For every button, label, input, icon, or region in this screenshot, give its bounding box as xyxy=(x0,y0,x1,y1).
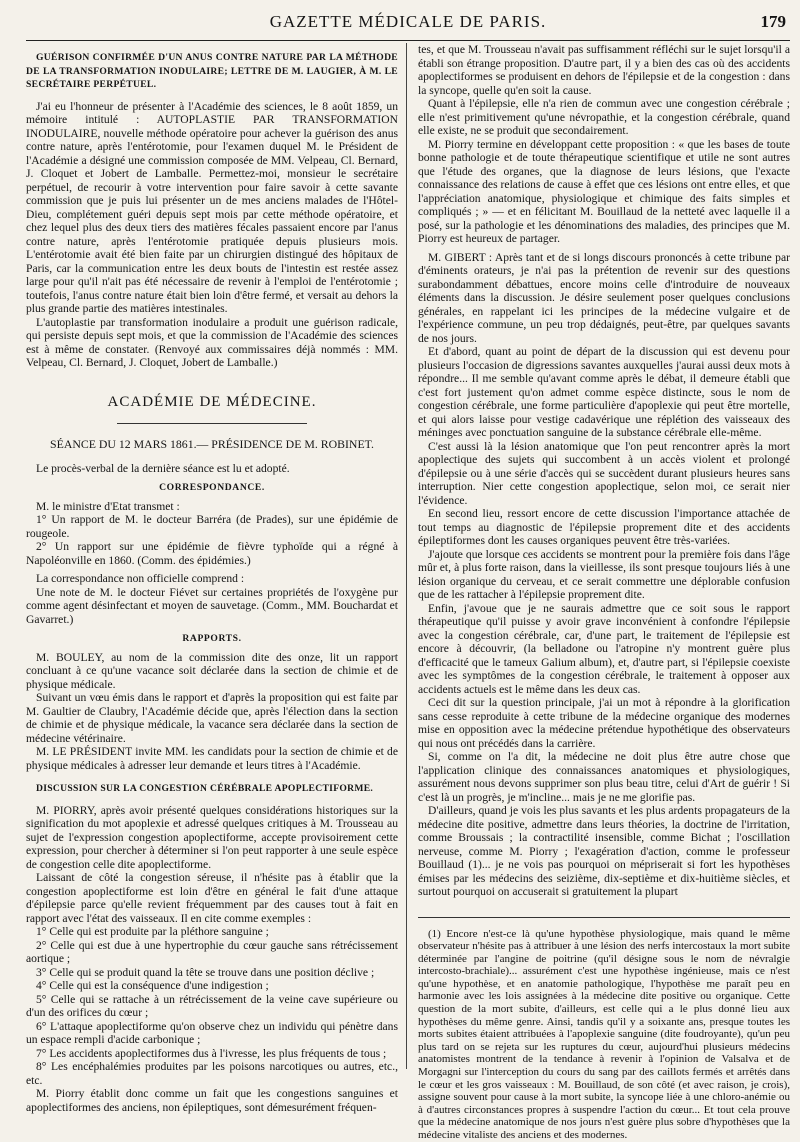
paragraph: M. GIBERT : Après tant et de si longs discours prononcés à cette tribune par d'éminents orateurs, je n'ai pas la prétention de revenir sur des questions surabondamment débattues, encore moins celle d'introduire de nouveaux éléments dans la discussion. Je désire seulement poser quelques conclusions générales, en rappelant ici les principes de la médecine vulgaire et de l'expérience commune, un peu trop dédaignés, peut-être, par quelques savants de nos jours. xyxy=(418,250,790,345)
paragraph: L'autoplastie par transformation inodulaire a produit une guérison radicale, qui persiste depuis sept mois, et que la commission de l'Académie des sciences est à même de constater. (Renvoyé aux commissaires déjà nommés : MM. Velpeau, Cl. Bernard, J. Cloquet, Jobert de Lamballe.) xyxy=(26,315,398,369)
footnote-rule xyxy=(418,917,790,918)
paragraph: 1° Un rapport de M. le docteur Barréra (de Prades), sur une épidémie de rougeole. xyxy=(26,513,398,540)
list-item: 3° Celle qui se produit quand la tête se trouve dans une position déclive ; xyxy=(36,965,375,979)
page-header xyxy=(26,0,790,41)
right-column xyxy=(418,43,790,1141)
list-item: 6° L'attaque apoplectiforme qu'on observe chez un individu qui pénètre dans un espace rempli d'acide carbonique ; xyxy=(26,1019,398,1046)
list-item: 4° Celle qui est la conséquence d'une indigestion ; xyxy=(36,979,269,992)
left-column xyxy=(26,43,398,1114)
section-title: ACADÉMIE DE MÉDECINE. xyxy=(107,393,317,410)
session-heading: SÉANCE DU 12 MARS 1861.— PRÉSIDENCE DE M. ROBINET. xyxy=(50,437,374,451)
paragraph: Ceci dit sur la question principale, j'ai un mot à répondre à la glorification sans cesse reproduite à cette tribune de la médecine organique des modernes mise en opposition avec la médecine prétendue hypothétique des observateurs qui nous ont précédés dans la carrière. xyxy=(418,696,790,750)
list-item: 7° Les accidents apoplectiformes dus à l'ivresse, les plus fréquents de tous ; xyxy=(36,1046,387,1060)
page-number: 179 xyxy=(760,12,786,31)
paragraph: J'ai eu l'honneur de présenter à l'Académie des sciences, le 8 août 1859, un mémoire intitulé : AUTOPLASTIE PAR TRANSFORMATION INODULAIRE, nouvelle méthode opératoire pour achever la guérison des anus contre nature, après l'entérotomie, pour l'examen duquel M. le Président de l'Académie a désigné une commission composée de MM. Velpeau, Cl. Bernard, J. Cloquet et Jobert de Lamballe. Permettez-moi, monsieur le secrétaire perpétuel, de recourir à votre intervention pour faire savoir à cette savante commission que je puis lui présenter un de mes anciens malades de l'Hôtel-Dieu, complétement guéri depuis sept mois par cette méthode opératoire, et chez lequel plus des deux tiers des matières fécales passaient encore par l'anus contre nature, après l'entérotomie pratiquée depuis plusieurs mois. L'entérotomie avait été bien faite par un chirurgien distingué des hôpitaux de Paris, car la communication entre les deux bouts de l'intestin est restée assez large pour qu'il n'ait pas été nécessaire de revenir à l'emploi de l'entérotomie ; toutefois, l'anus contre nature était bien loin d'être fermé, et versait au dehors la plus grande partie des matières intestinales. xyxy=(26,99,398,315)
list-item: 5° Celle qui se rattache à un rétrécissement de la veine cave supérieure ou d'un des orifices du cœur ; xyxy=(26,992,398,1019)
column-divider xyxy=(406,43,407,1069)
section-rule xyxy=(117,423,307,424)
paragraph: Suivant un vœu émis dans le rapport et d'après la proposition qui est faite par M. Gaultier de Claubry, l'Académie décide que, après l'élection dans la section de chimie et de physique médicale, la vacance sera déclarée dans la section de médecine vétérinaire. xyxy=(26,691,398,745)
list-item: 1° Celle qui est produite par la pléthore sanguine ; xyxy=(36,925,269,938)
paragraph: D'ailleurs, quand je vois les plus savants et les plus ardents propagateurs de la médecine dite positive, admettre dans leurs théories, la doctrine de l'irritation, comme Broussais ; la contractilité insensible, comme Bichat ; l'oscillation nerveuse, comme M. Piorry ; l'exagération d'action, comme le professeur Bouillaud (1)... je ne vois pas pourquoi on mépriserait si fort les hypothèses émises par les médecins des seizième, dix-septième et dix-huitième siècles, et surtout pourquoi on accuserait si gratuitement la plupart xyxy=(418,804,790,898)
paragraph: Si, comme on l'a dit, la médecine ne doit plus être autre chose que l'application clinique des connaissances anatomiques et physiologiques, assurément nous devons supprimer son plus beau titre, celui d'Art de guérir ! Si c'est là un progrès, je m'incline... mais je ne me glorifie pas. xyxy=(418,750,790,804)
paragraph: 2° Un rapport sur une épidémie de fièvre typhoïde qui a régné à Napoléonville en 1860. (Comm. des épidémies.) xyxy=(26,540,398,567)
paragraph: M. LE PRÉSIDENT invite MM. les candidats pour la section de chimie et de physique médicales à adresser leur demande et leurs titres à l'Académie. xyxy=(26,745,398,772)
paragraph: Le procès-verbal de la dernière séance est lu et adopté. xyxy=(36,461,290,475)
paragraph: M. Piorry établit donc comme un fait que les congestions sanguines et apoplectiformes des anciens, non épileptiques, sont démesurément fréquen- xyxy=(26,1087,398,1114)
paragraph: Quant à l'épilepsie, elle n'a rien de commun avec une congestion cérébrale ; elle n'est primitivement qu'une névropathie, et la congestion cérébrale, quand elle existe, ne se produit que secondairement. xyxy=(418,97,790,137)
paragraph: Et d'abord, quant au point de départ de la discussion qui est devenu pour plusieurs l'occasion de digressions savantes auxquelles j'aurai aussi deux mots à répondre... Il me semble qu'avant comme après le débat, il demeure établi que c'est fort justement qu'on admet comme espèce distincte, sous le nom de congestion cérébrale, une forme particulière d'apoplexie qui peut être mortelle, et qui alors laisse pour vestige cadavérique une réplétion des vaisseaux des méninges avec ponctuation sanguine de la substance cérébrale elle-même. xyxy=(418,345,790,439)
footnote-text: (1) Encore n'est-ce là qu'une hypothèse physiologique, mais quand le même observateur n'hésite pas à attribuer à une lésion des nerfs intercostaux la mort subite déterminée par l'angine de poitrine (qu'il désigne sous le nom de névralgie intercosto-brachiale)... assurément c'est une hypothèse ingénieuse, mais ce n'est qu'une hypothèse, et en anatomie pathologique, l'hypothèse me paraît peu en harmonie avec les lois assignées à la médecine dite positive ou organique. Cette question de la mort subite, d'ailleurs, est celle qui a le plus donné lieu aux hypothèses du même genre. Ainsi, tandis qu'il y a soixante ans, presque toutes les morts subites étaient attribuées à l'apoplexie sanguine (dite foudroyante), qu'un peu plus tard on se rejeta sur les ruptures du cœur, aujourd'hui plusieurs médecins anatomistes montrent de la tendance à revenir à l'opinion de Valsalva et de Morgagni sur l'interception du cours du sang par des caillots fermés et arrêtés dans le cœur et les gros vaisseaux : M. Bouillaud, de son côté (et avec raison, je crois), assigne souvent pour cause à la mort subite, la syncope liée à une chloro-anémie ou à d'autres circonstances propres à suspendre l'action du cœur... Et tout cela prouve que la médecine anatomique de nos jours n'est guère plus sobre d'hypothèses que la médecine vitaliste des anciens et des modernes. xyxy=(418,927,790,1141)
two-column-body xyxy=(26,43,790,1141)
paragraph: M. BOULEY, au nom de la commission dite des onze, lit un rapport concluant à ce qu'une vacance soit déclarée dans la section de chimie et de physique médicale. xyxy=(26,650,398,691)
paragraph: M. PIORRY, après avoir présenté quelques considérations historiques sur la signification du mot apoplexie et adressé quelques critiques à M. Trousseau au sujet de l'expression congestion apoplectiforme, accepte provisoirement cette expression, pour chercher à déterminer si l'on peut rapporter à une seule espèce de congestion celle dite apoplectiforme. xyxy=(26,803,398,871)
journal-title: GAZETTE MÉDICALE DE PARIS. xyxy=(269,12,547,31)
paragraph: Laissant de côté la congestion séreuse, il n'hésite pas à établir que la congestion apoplectiforme est loin d'être en général le fait d'une attaque d'épilepsie parce qu'elle revient fréquemment par des causes tout à fait en rapport avec l'état des vaisseaux. Il en cite comme exemples : xyxy=(26,871,398,925)
letter-title: GUÉRISON CONFIRMÉE D'UN ANUS CONTRE NATURE PAR LA MÉTHODE DE LA TRANSFORMATION INODULAIRE; LETTRE DE M. LAUGIER, À M. LE SECRÉTAIRE PERPÉTUEL. xyxy=(26,52,398,90)
paragraph: La correspondance non officielle comprend : xyxy=(36,572,245,585)
subheading-correspondence: CORRESPONDANCE. xyxy=(159,482,265,493)
list-item: 2° Celle qui est due à une hypertrophie du cœur gauche sans rétrécissement aortique ; xyxy=(26,938,398,965)
subheading-reports: RAPPORTS. xyxy=(182,633,242,644)
paragraph: J'ajoute que lorsque ces accidents se montrent pour la première fois dans l'âge mûr et, à plus forte raison, dans la vieillesse, ils sont presque toujours liés à une lésion organique du cerveau, et ce serait commettre une déplorable confusion que de les rattacher à l'épilepsie proprement dite. xyxy=(418,547,790,601)
paragraph: Enfin, j'avoue que je ne saurais admettre que ce soit sous le rapport thérapeutique qu'il puisse y avoir grave inconvénient à confondre l'épilepsie avec la congestion cérébrale, car, d'une part, le traitement de l'épilepsie est encore à découvrir, (la belladone ou l'atropine n'y montrent guère plus d'efficacité que le tameux Galium album), et, d'autre part, si l'épilepsie coexiste avec les symptômes de la congestion cérébrale, le traitement à opposer aux accidents actuels est le même dans les deux cas. xyxy=(418,601,790,696)
paragraph: tes, et que M. Trousseau n'avait pas suffisamment réfléchi sur le sujet lorsqu'il a établi son étrange proposition. D'autre part, il y a bien des cas où des accidents apoplectiformes se produisent en dehors de l'épilepsie et de la congestion : dans la syncope, quelle qu'en soit la cause. xyxy=(418,43,790,97)
paragraph: M. Piorry termine en développant cette proposition : « que les bases de toute bonne pathologie et de toute thérapeutique scientifique et utile ne sont autres que l'étude des organes, que la diagnose de leurs lésions, que l'exacte connaissance des relations de cause à effet que ces lésions ont entre elles, et que l'appréciation anatomique, physiologique et chimique des faits simples et compliqués ; » — et en félicitant M. Bouillaud de la netteté avec laquelle il a posé, sur la pathologie et les dénominations des maladies, des principes que M. Piorry est heureux de partager. xyxy=(418,137,790,245)
paragraph: En second lieu, ressort encore de cette discussion l'importance attachée de tout temps au diagnostic de l'épilepsie proprement dite et des accidents épileptiformes dont les causes organiques peuvent être très-variées. xyxy=(418,507,790,547)
list-item: 8° Les encéphalémies produites par les poisons narcotiques ou autres, etc., etc. xyxy=(26,1060,398,1087)
paragraph: M. le ministre d'Etat transmet : xyxy=(36,499,180,513)
footnote xyxy=(418,928,790,1142)
discussion-heading: DISCUSSION SUR LA CONGESTION CÉRÉBRALE APOPLECTIFORME. xyxy=(36,783,374,794)
paragraph: Une note de M. le docteur Fiévet sur certaines propriétés de l'oxygène pur comme agent désinfectant et moyen de sauvetage. (Comm., MM. Bouchardat et Gavarret.) xyxy=(26,585,398,626)
paragraph: C'est aussi là la lésion anatomique que l'on peut rencontrer après la mort apoplectique des sujets qui succombent à un accès violent et prolongé d'épilepsie ou à une série d'accès qui se succèdent durant plusieurs heures sans interruption. Nier cette congestion apoplectique, selon moi, ce serait nier l'évidence. xyxy=(418,439,790,507)
